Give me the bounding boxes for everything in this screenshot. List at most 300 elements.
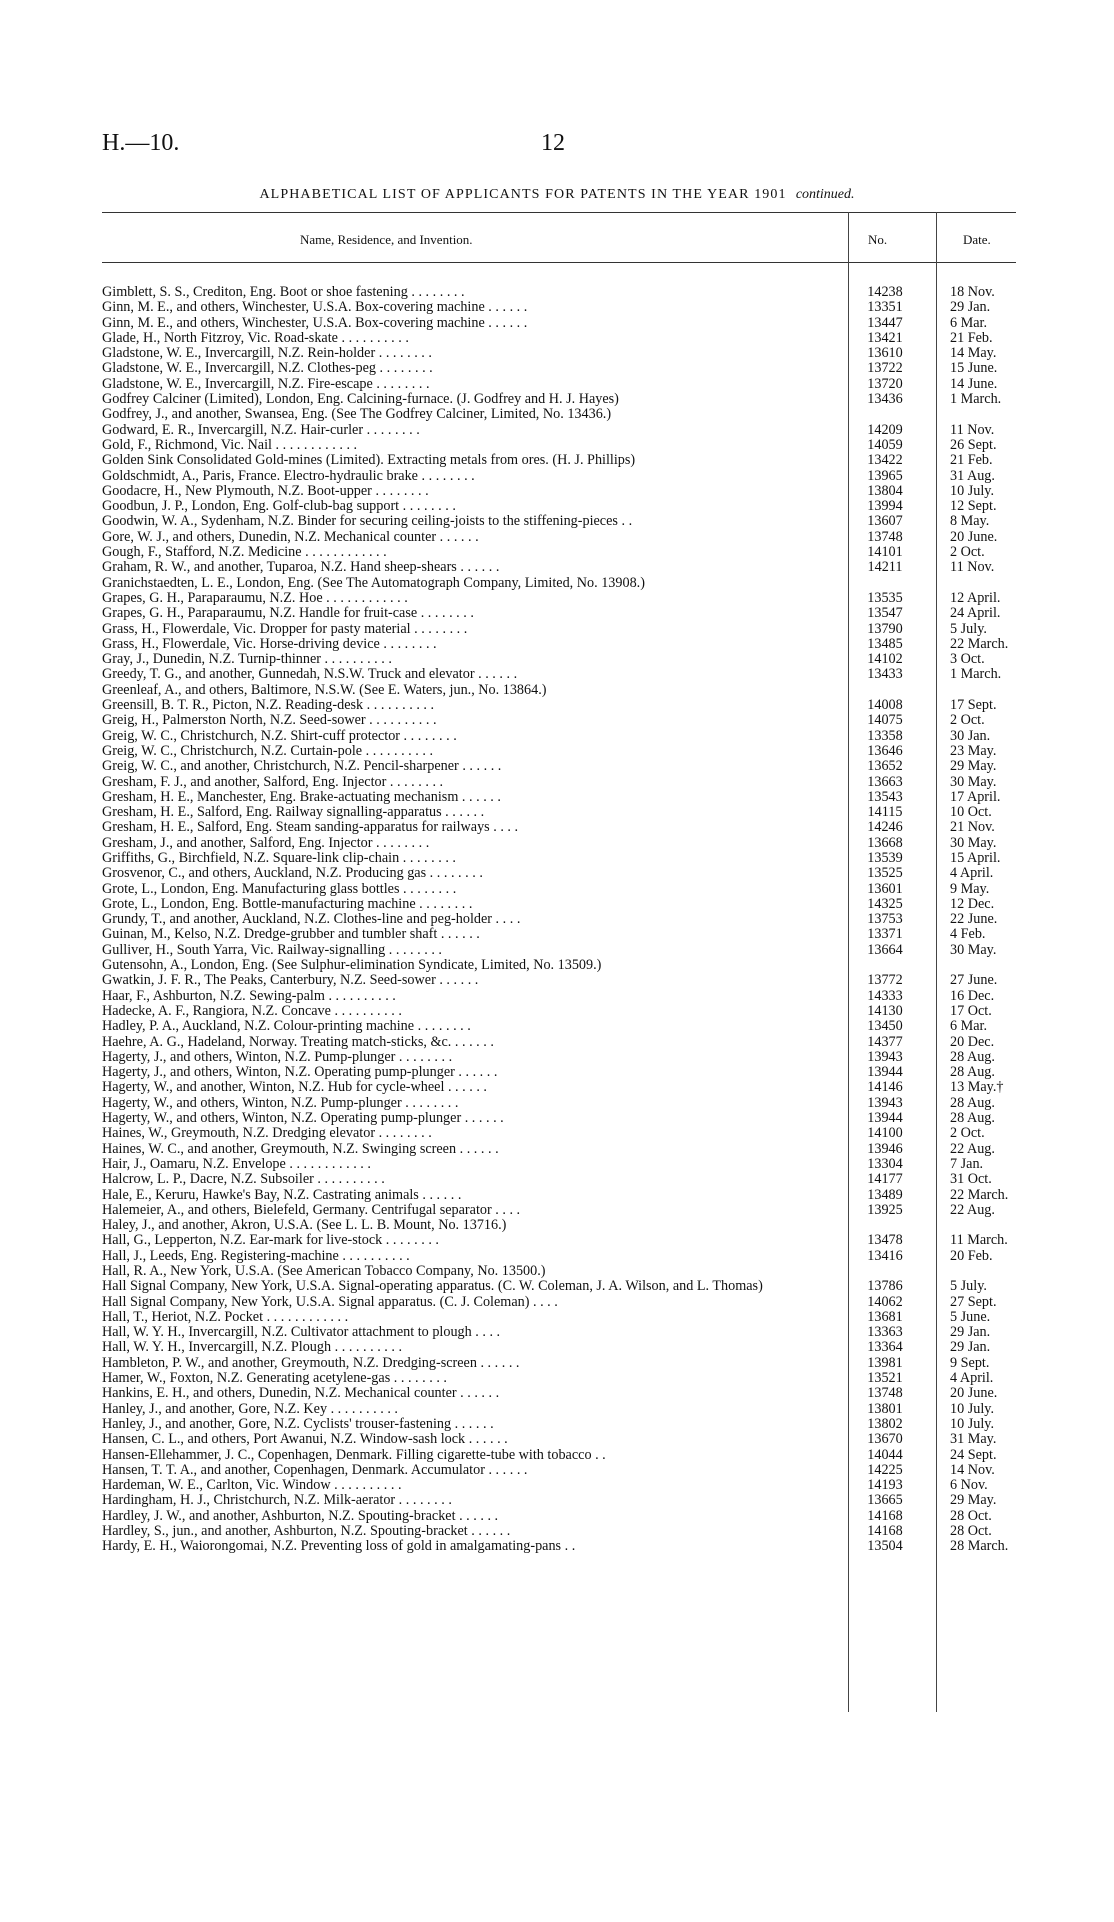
entry-date-text: 24 Sept. bbox=[950, 1446, 997, 1463]
entry-date-text: 12 Dec. bbox=[950, 895, 995, 912]
entry-number: 14059 bbox=[867, 436, 903, 453]
entry-number: 13722 bbox=[867, 360, 903, 377]
entry-text: Grass, H., Flowerdale, Vic. Dropper for pasty material . . . . . . . . bbox=[102, 621, 468, 637]
entry-text: Gresham, H. E., Salford, Eng. Railway signalling-apparatus . . . . . . bbox=[102, 805, 485, 821]
entry-date bbox=[936, 713, 1016, 728]
entry-number: 14377 bbox=[867, 1033, 903, 1050]
table-row bbox=[102, 1463, 1016, 1478]
table-row bbox=[102, 1050, 1016, 1065]
table-row bbox=[102, 1065, 1016, 1080]
entry-date-text: 15 June. bbox=[950, 360, 998, 377]
entry-text: Gough, F., Stafford, N.Z. Medicine . . . . . . . . . . . . bbox=[102, 545, 387, 561]
table-row bbox=[102, 622, 1016, 637]
entry-text: Golden Sink Consolidated Gold-mines (Limited). Extracting metals from ores. (H. J. Phillips) bbox=[102, 453, 636, 469]
entry-text: Hale, E., Keruru, Hawke's Bay, N.Z. Castrating animals . . . . . . bbox=[102, 1187, 462, 1203]
table-row bbox=[102, 1004, 1016, 1019]
table-row bbox=[102, 530, 1016, 545]
entry-text: Grosvenor, C., and others, Auckland, N.Z. Producing gas . . . . . . . . bbox=[102, 866, 483, 882]
entry-date-text: 31 May. bbox=[950, 1431, 997, 1448]
entry-text: Gladstone, W. E., Invercargill, N.Z. Clothes-peg . . . . . . . . bbox=[102, 361, 433, 377]
entry-date-text: 27 June. bbox=[950, 972, 998, 989]
entry-date bbox=[936, 927, 1016, 942]
entry-text: Hardeman, W. E., Carlton, Vic. Window . . . . . . . . . . bbox=[102, 1478, 402, 1494]
entry-text: Ginn, M. E., and others, Winchester, U.S.A. Box-covering machine . . . . . . bbox=[102, 300, 528, 316]
entry-number: 13504 bbox=[867, 1538, 903, 1555]
entry-date-text: 14 Nov. bbox=[950, 1461, 995, 1478]
table-row bbox=[102, 1111, 1016, 1126]
entry-text: Gulliver, H., South Yarra, Vic. Railway-signalling . . . . . . . . bbox=[102, 942, 442, 958]
table-row bbox=[102, 499, 1016, 514]
entry-date-text: 5 July. bbox=[950, 1278, 987, 1295]
entry-date-text: 22 Aug. bbox=[950, 1140, 995, 1157]
table-row bbox=[102, 836, 1016, 851]
entry-text: Haines, W. C., and another, Greymouth, N.Z. Swinging screen . . . . . . bbox=[102, 1141, 499, 1157]
entry-date-text: 6 Mar. bbox=[950, 314, 988, 331]
entry-date-text: 4 Feb. bbox=[950, 926, 986, 943]
table-row bbox=[102, 652, 1016, 667]
entry-text: Gray, J., Dunedin, N.Z. Turnip-thinner . . . . . . . . . . bbox=[102, 652, 392, 668]
entry-number: 14246 bbox=[867, 819, 903, 836]
entry-date-text: 28 Aug. bbox=[950, 1094, 995, 1111]
entry-number: 13358 bbox=[867, 727, 903, 744]
entry-date-text: 30 May. bbox=[950, 941, 997, 958]
entry-date-text: 18 Nov. bbox=[950, 284, 995, 300]
entry-text: Hansen, C. L., and others, Port Awanui, N.Z. Window-sash lock . . . . . . bbox=[102, 1432, 508, 1448]
entry-number: 13944 bbox=[867, 1110, 903, 1127]
entry-date bbox=[936, 1325, 1016, 1340]
entry-date-text: 22 Aug. bbox=[950, 1201, 995, 1218]
entry-date-text: 20 Dec. bbox=[950, 1033, 995, 1050]
entry-date-text: 28 Oct. bbox=[950, 1523, 992, 1540]
entry-text: Gore, W. J., and others, Dunedin, N.Z. Mechanical counter . . . . . . bbox=[102, 529, 479, 545]
table-row bbox=[102, 1126, 1016, 1141]
entry-date bbox=[936, 361, 1016, 376]
entry-number: 13525 bbox=[867, 865, 903, 882]
entry-date-text: 29 Jan. bbox=[950, 299, 991, 316]
header-bottom-rule bbox=[102, 262, 1016, 263]
entry-date-text: 5 June. bbox=[950, 1308, 991, 1325]
entry-text: Hall, T., Heriot, N.Z. Pocket . . . . . . . . . . . . bbox=[102, 1309, 349, 1325]
entry-date-text: 26 Sept. bbox=[950, 436, 997, 453]
entry-number: 13485 bbox=[867, 635, 903, 652]
entry-date bbox=[936, 423, 1016, 438]
entry-date-text: 22 June. bbox=[950, 911, 998, 928]
entry-number: 13652 bbox=[867, 758, 903, 775]
entry-number: 14168 bbox=[867, 1507, 903, 1524]
entry-number: 13646 bbox=[867, 742, 903, 759]
entry-date bbox=[936, 1157, 1016, 1172]
table-row bbox=[102, 851, 1016, 866]
entry-date-text: 22 March. bbox=[950, 635, 1009, 652]
entry-text: Ginn, M. E., and others, Winchester, U.S.A. Box-covering machine . . . . . . bbox=[102, 315, 528, 331]
entry-date-text: 17 Sept. bbox=[950, 697, 997, 714]
entry-number: 14075 bbox=[867, 712, 903, 729]
entry-date bbox=[936, 866, 1016, 881]
entry-date bbox=[936, 1264, 1016, 1279]
entry-number: 13436 bbox=[867, 391, 903, 408]
entry-date bbox=[936, 973, 1016, 988]
table-row bbox=[102, 729, 1016, 744]
table-row bbox=[102, 560, 1016, 575]
entry-date bbox=[936, 958, 1016, 973]
table-row bbox=[102, 423, 1016, 438]
entry-date bbox=[936, 499, 1016, 514]
table-row bbox=[102, 545, 1016, 560]
entry-number: 13447 bbox=[867, 314, 903, 331]
entry-date bbox=[936, 683, 1016, 698]
table-row bbox=[102, 331, 1016, 346]
entry-number: 13748 bbox=[867, 528, 903, 545]
entry-number: 14146 bbox=[867, 1079, 903, 1096]
entry-text: Hardley, J. W., and another, Ashburton, N.Z. Spouting-bracket . . . . . . bbox=[102, 1508, 499, 1524]
entry-text: Grapes, G. H., Paraparaumu, N.Z. Handle for fruit-case . . . . . . . . bbox=[102, 606, 474, 622]
table-row bbox=[102, 1035, 1016, 1050]
entry-number: 14008 bbox=[867, 697, 903, 714]
table-row bbox=[102, 1493, 1016, 1508]
entry-date-text: 20 June. bbox=[950, 1385, 998, 1402]
entry-text: Grundy, T., and another, Auckland, N.Z. Clothes-line and peg-holder . . . . bbox=[102, 912, 521, 928]
entry-date bbox=[936, 1111, 1016, 1126]
entry-date-text: 28 Aug. bbox=[950, 1048, 995, 1065]
entry-number: 13925 bbox=[867, 1201, 903, 1218]
table-row bbox=[102, 1080, 1016, 1095]
table-row bbox=[102, 1356, 1016, 1371]
entry-date-text: 28 March. bbox=[950, 1538, 1009, 1555]
entry-text: Hadecke, A. F., Rangiora, N.Z. Concave . . . . . . . . . . bbox=[102, 1003, 402, 1019]
entry-date bbox=[936, 1249, 1016, 1264]
entry-date-text: 17 April. bbox=[950, 788, 1001, 805]
entry-date-text: 21 Feb. bbox=[950, 452, 993, 469]
table-row bbox=[102, 790, 1016, 805]
entry-date bbox=[936, 407, 1016, 422]
entry-date bbox=[936, 1509, 1016, 1524]
entry-date bbox=[936, 1188, 1016, 1203]
entry-text: Hardy, E. H., Waiorongomai, N.Z. Preventing loss of gold in amalgamating-pans . . bbox=[102, 1539, 576, 1555]
table-row bbox=[102, 453, 1016, 468]
entry-number: 13304 bbox=[867, 1155, 903, 1172]
entry-date-text: 8 May. bbox=[950, 513, 990, 530]
entry-date-text: 23 May. bbox=[950, 742, 997, 759]
entry-number: 13681 bbox=[867, 1308, 903, 1325]
entry-date-text: 1 March. bbox=[950, 391, 1002, 408]
entry-number: 13663 bbox=[867, 773, 903, 790]
entry-date bbox=[936, 1524, 1016, 1539]
table-row bbox=[102, 958, 1016, 973]
entry-text: Hanley, J., and another, Gore, N.Z. Cyclists' trouser-fastening . . . . . . bbox=[102, 1416, 494, 1432]
entry-text: Hagerty, W., and another, Winton, N.Z. Hub for cycle-wheel . . . . . . bbox=[102, 1080, 487, 1096]
entry-text: Halcrow, L. P., Dacre, N.Z. Subsoiler . . . . . . . . . . bbox=[102, 1172, 385, 1188]
entry-date-text: 2 Oct. bbox=[950, 712, 985, 729]
entry-number: 14101 bbox=[867, 544, 903, 561]
entry-date bbox=[936, 622, 1016, 637]
entry-date bbox=[936, 1218, 1016, 1233]
entry-date-text: 1 March. bbox=[950, 666, 1002, 683]
entry-date bbox=[936, 1356, 1016, 1371]
entry-number: 14168 bbox=[867, 1523, 903, 1540]
table-row bbox=[102, 1218, 1016, 1233]
entry-date bbox=[936, 285, 1016, 300]
table-row bbox=[102, 591, 1016, 606]
page-number: 12 bbox=[541, 130, 565, 156]
table-row bbox=[102, 1478, 1016, 1493]
entry-date bbox=[936, 637, 1016, 652]
table-row bbox=[102, 1157, 1016, 1172]
table-row bbox=[102, 300, 1016, 315]
entry-date-text: 20 June. bbox=[950, 528, 998, 545]
entry-number: 13543 bbox=[867, 788, 903, 805]
entry-text: Gwatkin, J. F. R., The Peaks, Canterbury, N.Z. Seed-sower . . . . . . bbox=[102, 973, 479, 989]
entry-date bbox=[936, 1295, 1016, 1310]
entry-date bbox=[936, 790, 1016, 805]
entry-number: 13786 bbox=[867, 1278, 903, 1295]
entry-text: Greig, W. C., and another, Christchurch, N.Z. Pencil-sharpener . . . . . . bbox=[102, 759, 502, 775]
entry-text: Haines, W., Greymouth, N.Z. Dredging elevator . . . . . . . . bbox=[102, 1126, 432, 1142]
entry-date-text: 28 Aug. bbox=[950, 1110, 995, 1127]
table-row bbox=[102, 683, 1016, 698]
entry-date-text: 29 May. bbox=[950, 1492, 997, 1509]
entry-date bbox=[936, 1035, 1016, 1050]
entry-date bbox=[936, 1539, 1016, 1554]
table-row bbox=[102, 1142, 1016, 1157]
entry-text: Guinan, M., Kelso, N.Z. Dredge-grubber and tumbler shaft . . . . . . bbox=[102, 927, 480, 943]
table-row bbox=[102, 927, 1016, 942]
entry-text: Hall, R. A., New York, U.S.A. (See American Tobacco Company, No. 13500.) bbox=[102, 1264, 546, 1279]
table-row bbox=[102, 805, 1016, 820]
entry-number: 13748 bbox=[867, 1385, 903, 1402]
entry-text: Hall, W. Y. H., Invercargill, N.Z. Plough . . . . . . . . . . bbox=[102, 1340, 403, 1356]
entry-date bbox=[936, 377, 1016, 392]
entry-number: 14325 bbox=[867, 895, 903, 912]
entry-date bbox=[936, 775, 1016, 790]
entry-date bbox=[936, 484, 1016, 499]
entry-date-text: 11 March. bbox=[950, 1232, 1008, 1249]
entry-number: 13416 bbox=[867, 1247, 903, 1264]
entry-number: 13965 bbox=[867, 467, 903, 484]
entry-number: 14100 bbox=[867, 1125, 903, 1142]
entry-date-text: 21 Nov. bbox=[950, 819, 995, 836]
entry-text: Glade, H., North Fitzroy, Vic. Road-skate . . . . . . . . . . bbox=[102, 330, 409, 346]
entry-number: 14102 bbox=[867, 651, 903, 668]
entry-number: 13351 bbox=[867, 299, 903, 316]
entry-date bbox=[936, 1432, 1016, 1447]
table-row bbox=[102, 514, 1016, 529]
entry-date-text: 21 Feb. bbox=[950, 329, 993, 346]
entry-date-text: 9 May. bbox=[950, 880, 990, 897]
entry-date bbox=[936, 1142, 1016, 1157]
table-row bbox=[102, 1386, 1016, 1401]
entry-number: 14333 bbox=[867, 987, 903, 1004]
entry-number: 13772 bbox=[867, 972, 903, 989]
entries-list bbox=[102, 285, 1016, 1555]
entry-text: Griffiths, G., Birchfield, N.Z. Square-link clip-chain . . . . . . . . bbox=[102, 850, 456, 866]
entry-number: 13433 bbox=[867, 666, 903, 683]
entry-date-text: 13 May.† bbox=[950, 1079, 1004, 1096]
entry-date-text: 10 July. bbox=[950, 1415, 995, 1432]
entry-date bbox=[936, 1172, 1016, 1187]
entry-date-text: 28 Aug. bbox=[950, 1064, 995, 1081]
entry-text: Hagerty, J., and others, Winton, N.Z. Pump-plunger . . . . . . . . bbox=[102, 1049, 453, 1065]
entry-text: Gladstone, W. E., Invercargill, N.Z. Rein-holder . . . . . . . . bbox=[102, 346, 432, 362]
entry-date-text: 31 Aug. bbox=[950, 467, 995, 484]
column-header-date: Date. bbox=[963, 232, 991, 247]
table-row bbox=[102, 1448, 1016, 1463]
entry-date bbox=[936, 469, 1016, 484]
entry-date-text: 30 Jan. bbox=[950, 727, 991, 744]
entry-number: 13664 bbox=[867, 941, 903, 958]
entry-text: Greensill, B. T. R., Picton, N.Z. Reading-desk . . . . . . . . . . bbox=[102, 698, 435, 714]
entry-date bbox=[936, 851, 1016, 866]
entry-text: Hall, J., Leeds, Eng. Registering-machine . . . . . . . . . . bbox=[102, 1248, 410, 1264]
entry-text: Graham, R. W., and another, Tuparoa, N.Z. Hand sheep-shears . . . . . . bbox=[102, 560, 500, 576]
entry-text: Gresham, J., and another, Salford, Eng. Injector . . . . . . . . bbox=[102, 835, 430, 851]
entry-date bbox=[936, 759, 1016, 774]
table-row bbox=[102, 1509, 1016, 1524]
table-row bbox=[102, 775, 1016, 790]
entry-number: 14177 bbox=[867, 1171, 903, 1188]
entry-number: 13668 bbox=[867, 834, 903, 851]
title-continued: continued. bbox=[795, 187, 855, 202]
entry-number: 13421 bbox=[867, 329, 903, 346]
entry-text: Granichstaedten, L. E., London, Eng. (See The Automatograph Company, Limited, No. 13908.) bbox=[102, 575, 645, 591]
entry-number: 14130 bbox=[867, 1002, 903, 1019]
entry-date-text: 27 Sept. bbox=[950, 1293, 997, 1310]
table-row bbox=[102, 897, 1016, 912]
entry-number: 13802 bbox=[867, 1415, 903, 1432]
table-row bbox=[102, 1249, 1016, 1264]
entry-date bbox=[936, 606, 1016, 621]
entry-text: Hall, G., Lepperton, N.Z. Ear-mark for live-stock . . . . . . . . bbox=[102, 1233, 439, 1249]
entry-date-text: 14 June. bbox=[950, 375, 998, 392]
entry-date-text: 4 April. bbox=[950, 1370, 994, 1387]
entry-date-text: 6 Nov. bbox=[950, 1477, 988, 1494]
entry-date bbox=[936, 943, 1016, 958]
entry-date-text: 20 Feb. bbox=[950, 1247, 993, 1264]
entry-text: Gresham, H. E., Manchester, Eng. Brake-actuating mechanism . . . . . . bbox=[102, 789, 501, 805]
entry-date bbox=[936, 392, 1016, 407]
entry-date bbox=[936, 1478, 1016, 1493]
entry-number: 14044 bbox=[867, 1446, 903, 1463]
table-row bbox=[102, 438, 1016, 453]
entry-date bbox=[936, 1050, 1016, 1065]
entry-date bbox=[936, 1080, 1016, 1095]
entry-text: Gladstone, W. E., Invercargill, N.Z. Fire-escape . . . . . . . . bbox=[102, 376, 430, 392]
entry-number: 13521 bbox=[867, 1370, 903, 1387]
entry-text: Hagerty, W., and others, Winton, N.Z. Pump-plunger . . . . . . . . bbox=[102, 1095, 459, 1111]
table-row bbox=[102, 316, 1016, 331]
entry-date-text: 22 March. bbox=[950, 1186, 1009, 1203]
entry-text: Goldschmidt, A., Paris, France. Electro-hydraulic brake . . . . . . . . bbox=[102, 468, 475, 484]
table-row bbox=[102, 1188, 1016, 1203]
entry-date bbox=[936, 316, 1016, 331]
entry-date-text: 30 May. bbox=[950, 834, 997, 851]
entry-text: Gresham, H. E., Salford, Eng. Steam sanding-apparatus for railways . . . . bbox=[102, 820, 519, 836]
entry-date bbox=[936, 1463, 1016, 1478]
entry-date bbox=[936, 698, 1016, 713]
entry-date-text: 2 Oct. bbox=[950, 544, 985, 561]
entry-number: 13364 bbox=[867, 1339, 903, 1356]
table-row bbox=[102, 469, 1016, 484]
entry-date bbox=[936, 514, 1016, 529]
entry-date bbox=[936, 912, 1016, 927]
entry-date bbox=[936, 989, 1016, 1004]
entry-text: Grote, L., London, Eng. Bottle-manufacturing machine . . . . . . . . bbox=[102, 896, 473, 912]
table-row bbox=[102, 713, 1016, 728]
entry-number: 13371 bbox=[867, 926, 903, 943]
entry-date-text: 10 July. bbox=[950, 1400, 995, 1417]
entry-date bbox=[936, 545, 1016, 560]
table-row bbox=[102, 637, 1016, 652]
entry-date bbox=[936, 591, 1016, 606]
entry-text: Hankins, E. H., and others, Dunedin, N.Z. Mechanical counter . . . . . . bbox=[102, 1386, 500, 1402]
entry-text: Gold, F., Richmond, Vic. Nail . . . . . . . . . . . . bbox=[102, 437, 358, 453]
entry-date-text: 29 Jan. bbox=[950, 1339, 991, 1356]
entry-date bbox=[936, 1340, 1016, 1355]
entry-text: Gimblett, S. S., Crediton, Eng. Boot or shoe fastening . . . . . . . . bbox=[102, 285, 465, 300]
entry-text: Grapes, G. H., Paraparaumu, N.Z. Hoe . . . . . . . . . . . . bbox=[102, 590, 408, 606]
entry-number: 13610 bbox=[867, 345, 903, 362]
entry-number: 13790 bbox=[867, 620, 903, 637]
entry-text: Hansen, T. T. A., and another, Copenhagen, Denmark. Accumulator . . . . . . bbox=[102, 1462, 528, 1478]
entry-number: 14115 bbox=[867, 804, 903, 821]
entry-text: Hardingham, H. J., Christchurch, N.Z. Milk-aerator . . . . . . . . bbox=[102, 1493, 452, 1509]
entry-text: Hadley, P. A., Auckland, N.Z. Colour-printing machine . . . . . . . . bbox=[102, 1019, 471, 1035]
entry-text: Hall, W. Y. H., Invercargill, N.Z. Cultivator attachment to plough . . . . bbox=[102, 1325, 501, 1341]
entry-number: 13804 bbox=[867, 482, 903, 499]
entry-date-text: 29 Jan. bbox=[950, 1324, 991, 1341]
entry-date bbox=[936, 820, 1016, 835]
entry-number: 13670 bbox=[867, 1431, 903, 1448]
table-row bbox=[102, 576, 1016, 591]
entry-text: Hamer, W., Foxton, N.Z. Generating acetylene-gas . . . . . . . . bbox=[102, 1371, 447, 1387]
entry-date-text: 2 Oct. bbox=[950, 1125, 985, 1142]
table-row bbox=[102, 744, 1016, 759]
entry-number: 14062 bbox=[867, 1293, 903, 1310]
entry-number: 13994 bbox=[867, 498, 903, 515]
entry-text: Goodacre, H., New Plymouth, N.Z. Boot-upper . . . . . . . . bbox=[102, 483, 429, 499]
entry-number: 13547 bbox=[867, 605, 903, 622]
entry-date bbox=[936, 652, 1016, 667]
entry-date bbox=[936, 1096, 1016, 1111]
entry-text: Greedy, T. G., and another, Gunnedah, N.S.W. Truck and elevator . . . . . . bbox=[102, 667, 518, 683]
table-row bbox=[102, 1325, 1016, 1340]
entry-date-text: 10 July. bbox=[950, 482, 995, 499]
table-row bbox=[102, 407, 1016, 422]
entry-text: Goodbun, J. P., London, Eng. Golf-club-bag support . . . . . . . . bbox=[102, 499, 456, 515]
entry-date-text: 14 May. bbox=[950, 345, 997, 362]
entry-date bbox=[936, 1203, 1016, 1218]
entry-date bbox=[936, 331, 1016, 346]
entry-date bbox=[936, 1065, 1016, 1080]
table-row bbox=[102, 866, 1016, 881]
entry-date bbox=[936, 453, 1016, 468]
entry-date bbox=[936, 805, 1016, 820]
entry-date bbox=[936, 1004, 1016, 1019]
entry-date-text: 11 Nov. bbox=[950, 421, 995, 438]
entry-date bbox=[936, 1402, 1016, 1417]
table-row bbox=[102, 943, 1016, 958]
table-row bbox=[102, 1295, 1016, 1310]
entry-text: Halemeier, A., and others, Bielefeld, Germany. Centrifugal separator . . . . bbox=[102, 1202, 521, 1218]
table-row bbox=[102, 1432, 1016, 1447]
entry-date bbox=[936, 300, 1016, 315]
table-row bbox=[102, 1233, 1016, 1248]
entry-text: Greig, W. C., Christchurch, N.Z. Curtain-pole . . . . . . . . . . bbox=[102, 743, 434, 759]
entry-number: 14209 bbox=[867, 421, 903, 438]
entry-date bbox=[936, 882, 1016, 897]
entry-text: Gutensohn, A., London, Eng. (See Sulphur-elimination Syndicate, Limited, No. 13509.) bbox=[102, 958, 602, 974]
entry-date-text: 29 May. bbox=[950, 758, 997, 775]
column-header-name: Name, Residence, and Invention. bbox=[300, 232, 473, 247]
